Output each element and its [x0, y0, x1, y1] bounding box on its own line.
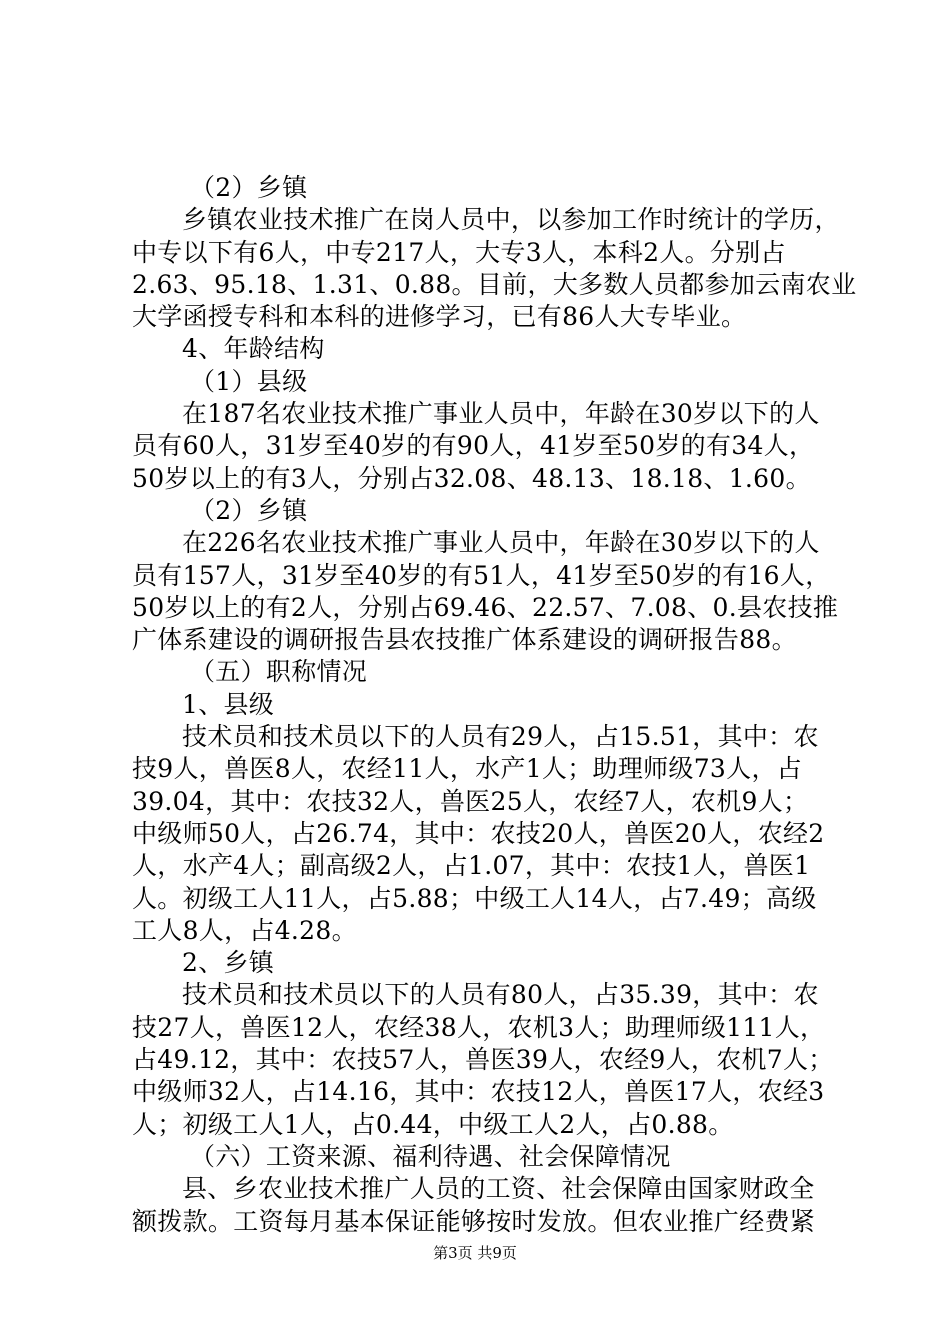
text-line: 1、县级	[182, 689, 275, 719]
text-line: 大学函授专科和本科的进修学习，已有86人大专毕业。	[132, 302, 747, 332]
text-line: 占49.12，其中：农技57人，兽医39人，农经9人，农机7人；	[132, 1045, 834, 1075]
text-line: （六）工资来源、福利待遇、社会保障情况	[190, 1141, 671, 1171]
text-line: 技术员和技术员以下的人员有80人，占35.39，其中：农	[182, 980, 819, 1010]
text-line: 在226名农业技术推广事业人员中，年龄在30岁以下的人	[182, 528, 820, 558]
text-line: 广体系建设的调研报告县农技推广体系建设的调研报告88。	[132, 625, 797, 655]
text-line: （2）乡镇	[190, 173, 308, 202]
text-line: （五）职称情况	[190, 657, 368, 687]
text-line: 2、乡镇	[182, 948, 275, 978]
text-line: 乡镇农业技术推广在岗人员中，以参加工作时统计的学历，	[182, 205, 840, 235]
text-line: 4、年龄结构	[182, 334, 325, 364]
text-line: 人；初级工人1人，占0.44，中级工人2人，占0.88。	[132, 1109, 734, 1139]
text-line: （2）乡镇	[190, 495, 308, 525]
document-body	[132, 172, 857, 1238]
text-line: （1）县级	[190, 366, 308, 396]
text-line: 技27人，兽医12人，农经38人，农机3人；助理师级111人，	[132, 1012, 826, 1042]
text-line: 50岁以上的有2人，分别占69.46、22.57、7.08、0.县农技推	[132, 592, 839, 622]
text-line: 在187名农业技术推广事业人员中，年龄在30岁以下的人	[182, 399, 820, 429]
page-footer: 第3页 共9页	[433, 1244, 517, 1262]
text-line: 39.04，其中：农技32人，兽医25人，农经7人，农机9人；	[132, 786, 809, 816]
text-line: 人，水产4人；副高级2人，占1.07，其中：农技1人，兽医1	[132, 851, 811, 881]
text-line: 50岁以上的有3人，分别占32.08、48.13、18.18、1.60。	[132, 463, 811, 493]
text-line: 额拨款。工资每月基本保证能够按时发放。但农业推广经费紧	[132, 1206, 816, 1236]
text-line: 2.63、95.18、1.31、0.88。目前，大多数人员都参加云南农业	[132, 269, 857, 299]
text-line: 员有157人，31岁至40岁的有51人，41岁至50岁的有16人，	[132, 560, 831, 590]
text-line: 中专以下有6人，中专217人，大专3人，本科2人。分别占	[132, 237, 786, 267]
text-line: 工人8人，占4.28。	[132, 915, 357, 945]
text-line: 员有60人，31岁至40岁的有90人，41岁至50岁的有34人，	[132, 431, 815, 461]
text-line: 中级师50人，占26.74，其中：农技20人，兽医20人，农经2	[132, 818, 825, 848]
text-line: 人。初级工人11人，占5.88；中级工人14人，占7.49；高级	[132, 883, 817, 913]
text-line: 技术员和技术员以下的人员有29人，占15.51，其中：农	[182, 722, 819, 752]
text-line: 县、乡农业技术推广人员的工资、社会保障由国家财政全	[182, 1174, 815, 1204]
text-line: 中级师32人，占14.16，其中：农技12人，兽医17人，农经3	[132, 1077, 825, 1107]
text-line: 技9人，兽医8人，农经11人，水产1人；助理师级73人，占	[132, 754, 803, 784]
